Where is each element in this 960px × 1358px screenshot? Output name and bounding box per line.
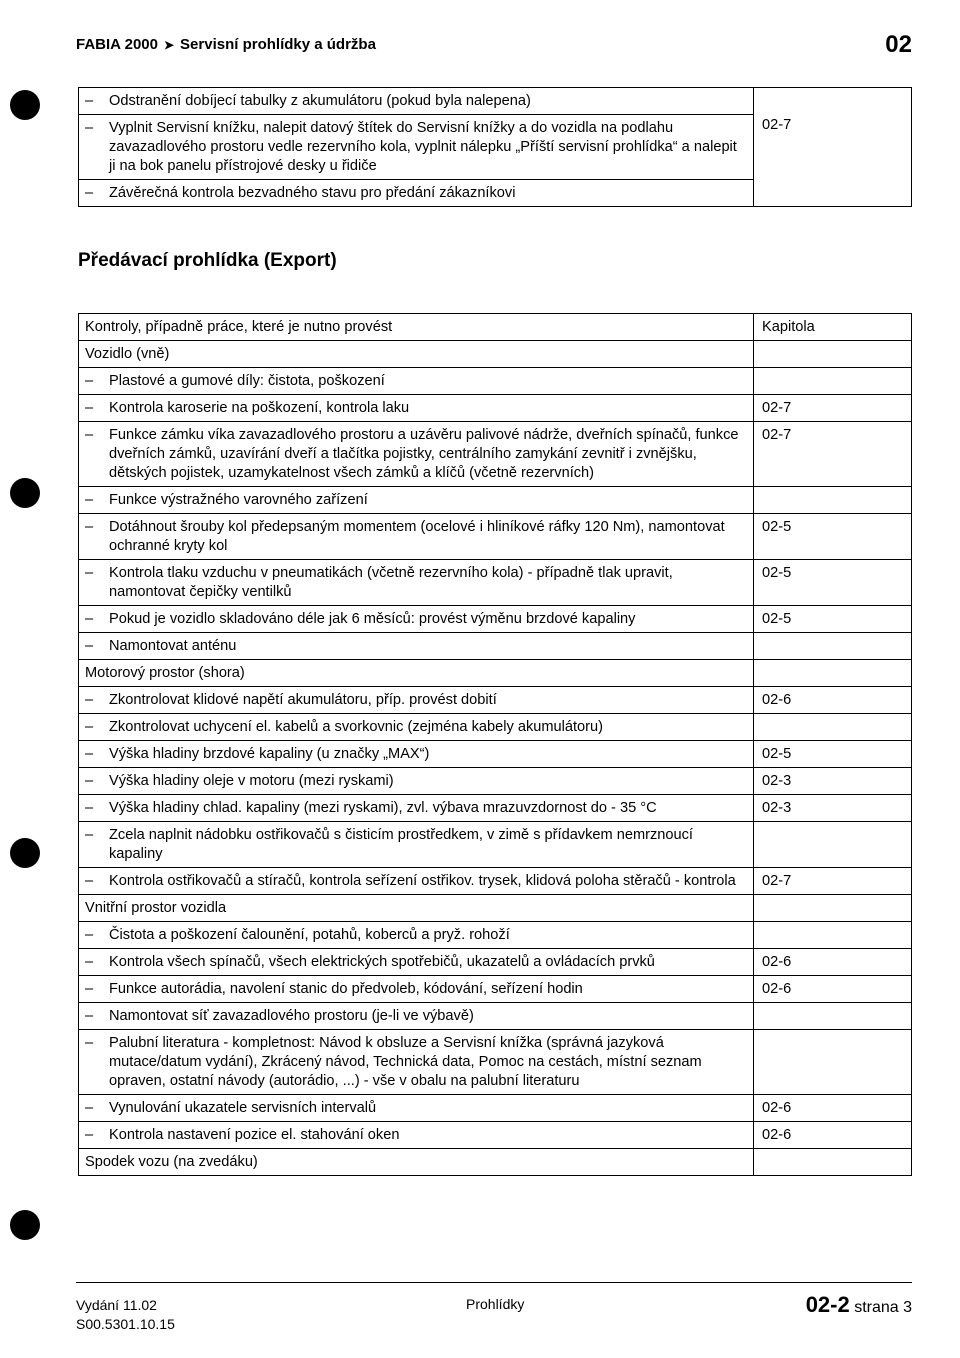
row-chapter: 02-3 (754, 795, 912, 822)
footer-rule (76, 1282, 912, 1283)
row-chapter (754, 633, 912, 660)
table-row (79, 949, 912, 976)
table-row (79, 422, 912, 487)
row-text: – Pokud je vozidlo skladováno déle jak 6 měsíců: provést výměnu brzdové kapaliny (79, 606, 754, 633)
arrow-right-icon: ➤ (163, 38, 175, 52)
table-row (79, 1095, 912, 1122)
footer-section: Prohlídky (466, 1296, 525, 1312)
row-chapter: 02-3 (754, 768, 912, 795)
row-chapter (754, 1149, 912, 1176)
row-chapter: 02-6 (754, 687, 912, 714)
section-heading: Vnitřní prostor vozidla (79, 895, 754, 922)
table-row (79, 1122, 912, 1149)
row-text: – Výška hladiny oleje v motoru (mezi ryskami) (79, 768, 754, 795)
row-text: – Zcela naplnit nádobku ostřikovačů s čisticím prostředkem, v zimě s přídavkem nemrznoucí kapaliny (79, 822, 754, 868)
table-section-row (79, 1149, 912, 1176)
table-row (79, 714, 912, 741)
row-chapter: 02-7 (754, 868, 912, 895)
row-text: – Vynulování ukazatele servisních intervalů (79, 1095, 754, 1122)
row-text: – Funkce výstražného varovného zařízení (79, 487, 754, 514)
table-row (79, 514, 912, 560)
row-chapter: 02-5 (754, 606, 912, 633)
table-row (79, 487, 912, 514)
row-text: – Dotáhnout šrouby kol předepsaným momentem (ocelové i hliníkové ráfky 120 Nm), namontovat ochranné kryty kol (79, 514, 754, 560)
section-heading: Spodek vozu (na zvedáku) (79, 1149, 754, 1176)
table-row (79, 868, 912, 895)
row-text: – Vyplnit Servisní knížku, nalepit datový štítek do Servisní knížky a do vozidla na podlahu zavazadlového prostoru vedle rezervního kola, vyplnit nálepku „Příští servisní prohlídka“ a nalepit ji na bok panelu přístrojové desky u řidiče (79, 115, 754, 180)
row-text: – Kontrola ostřikovačů a stíračů, kontrola seřízení ostřikov. trysek, klidová poloha stěračů - kontrola (79, 868, 754, 895)
row-chapter: 02-5 (754, 741, 912, 768)
table-section-row (79, 895, 912, 922)
binder-hole-icon (10, 838, 40, 868)
table-section-row (79, 341, 912, 368)
section-title: Předávací prohlídka (Export) (78, 250, 337, 271)
table-row (79, 368, 912, 395)
row-chapter: 02-6 (754, 976, 912, 1003)
row-text: – Namontovat anténu (79, 633, 754, 660)
header-breadcrumb (76, 36, 376, 53)
column-header-tasks: Kontroly, případně práce, které je nutno provést (79, 314, 754, 341)
row-chapter (754, 822, 912, 868)
row-chapter: 02-7 (754, 395, 912, 422)
row-chapter: 02-6 (754, 949, 912, 976)
row-chapter: 02-7 (754, 88, 912, 207)
row-text: – Funkce zámku víka zavazadlového prostoru a uzávěru palivové nádrže, dveřních spínačů, funkce dveřních zámků, uzavírání dveří a tlačítka pojistky, centrálního zamykání zevnitř i zvnějšku, dětských pojistek, uzamykatelnost všech zámků a klíčů (včetně rezervních) (79, 422, 754, 487)
table-row (79, 687, 912, 714)
header-topic: Servisní prohlídky a údržba (180, 36, 376, 53)
row-text: – Namontovat síť zavazadlového prostoru (je-li ve výbavě) (79, 1003, 754, 1030)
row-chapter (754, 922, 912, 949)
row-text: – Funkce autorádia, navolení stanic do předvoleb, kódování, seřízení hodin (79, 976, 754, 1003)
row-chapter (754, 1030, 912, 1095)
row-text: – Závěrečná kontrola bezvadného stavu pro předání zákazníkovi (79, 180, 754, 207)
header-chapter: 02 (885, 31, 912, 58)
row-text: – Výška hladiny brzdové kapaliny (u značky „MAX“) (79, 741, 754, 768)
row-text: – Palubní literatura - kompletnost: Návod k obsluze a Servisní knížka (správná jazyková mutace/datum vydání), Zkrácený návod, Technická data, Pomoc na cestách, místní seznam opraven, ostatní návody (autorádio, ...) - vše v obalu na palubní literaturu (79, 1030, 754, 1095)
row-text: – Kontrola karoserie na poškození, kontrola laku (79, 395, 754, 422)
row-chapter (754, 895, 912, 922)
row-chapter (754, 660, 912, 687)
page-header (76, 30, 912, 60)
table-row (79, 633, 912, 660)
row-text: – Kontrola nastavení pozice el. stahování oken (79, 1122, 754, 1149)
section-heading: Vozidlo (vně) (79, 341, 754, 368)
table-row (79, 822, 912, 868)
table-row (79, 560, 912, 606)
table-row (79, 741, 912, 768)
row-text: – Kontrola všech spínačů, všech elektrických spotřebičů, ukazatelů a ovládacích prvků (79, 949, 754, 976)
row-chapter (754, 1003, 912, 1030)
row-chapter (754, 341, 912, 368)
footer-edition-block (76, 1296, 175, 1334)
column-header-chapter: Kapitola (754, 314, 912, 341)
binder-hole-icon (10, 90, 40, 120)
footer-doc-code: S00.5301.10.15 (76, 1316, 175, 1332)
footer-page-code: 02-2 (805, 1292, 850, 1317)
table-section-row (79, 660, 912, 687)
footer-edition: Vydání 11.02 (76, 1297, 157, 1313)
row-chapter: 02-6 (754, 1095, 912, 1122)
row-chapter: 02-6 (754, 1122, 912, 1149)
table-row (79, 795, 912, 822)
row-text: – Kontrola tlaku vzduchu v pneumatikách (včetně rezervního kola) - případně tlak upravit, namontovat čepičky ventilků (79, 560, 754, 606)
handover-checklist-table (78, 313, 912, 1176)
footer-page-label: strana 3 (854, 1299, 912, 1316)
row-text: – Čistota a poškození čalounění, potahů, koberců a pryž. rohoží (79, 922, 754, 949)
table-row (79, 88, 912, 115)
row-text: – Plastové a gumové díly: čistota, poškození (79, 368, 754, 395)
row-chapter (754, 487, 912, 514)
binder-hole-icon (10, 1210, 40, 1240)
row-chapter (754, 714, 912, 741)
binder-hole-icon (10, 478, 40, 508)
row-chapter (754, 368, 912, 395)
row-chapter: 02-5 (754, 560, 912, 606)
table-row (79, 395, 912, 422)
row-text: – Výška hladiny chlad. kapaliny (mezi ryskami), zvl. výbava mrazuvzdornost do - 35 °C (79, 795, 754, 822)
section-heading: Motorový prostor (shora) (79, 660, 754, 687)
row-chapter: 02-5 (754, 514, 912, 560)
table-row (79, 1030, 912, 1095)
table-row (79, 922, 912, 949)
table-row (79, 606, 912, 633)
row-text: – Zkontrolovat uchycení el. kabelů a svorkovnic (zejména kabely akumulátoru) (79, 714, 754, 741)
header-model: FABIA 2000 (76, 36, 158, 53)
top-checklist-table (78, 87, 912, 207)
footer-page (806, 1292, 912, 1318)
table-row (79, 768, 912, 795)
table-row (79, 1003, 912, 1030)
table-row (79, 976, 912, 1003)
row-chapter: 02-7 (754, 422, 912, 487)
table-header-row (79, 314, 912, 341)
row-text: – Zkontrolovat klidové napětí akumulátoru, příp. provést dobití (79, 687, 754, 714)
row-text: – Odstranění dobíjecí tabulky z akumulátoru (pokud byla nalepena) (79, 88, 754, 115)
